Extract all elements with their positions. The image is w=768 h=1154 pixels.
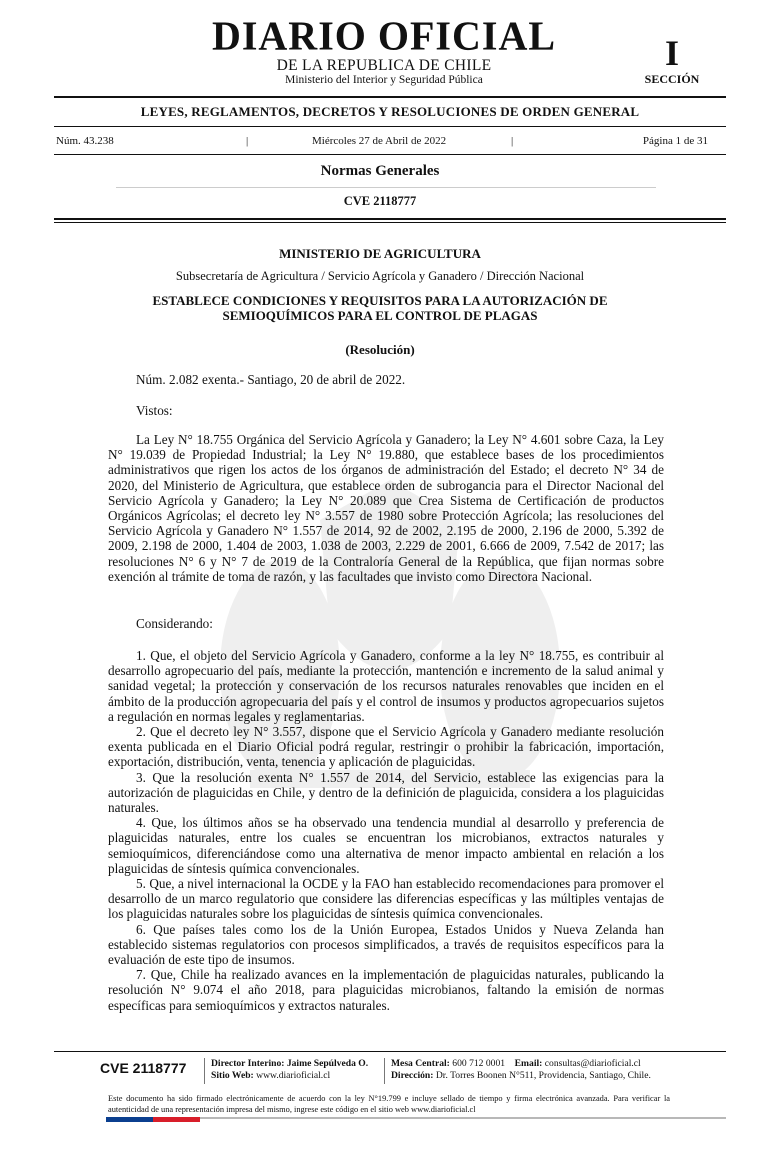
considerando-item: 2. Que el decreto ley N° 3.557, dispone que el Servicio Agrícola y Ganadero mediante resolución exenta publicada en el Diario Oficial podrá regular, restringir o prohibir la fabricación, importación, exportación, distribución, venta, tenencia y aplicación de plaguicidas.	[108, 724, 664, 770]
considerando-item: 4. Que, los últimos años se ha observado una tendencia mundial al desarrollo y preferencia de plaguicidas naturales, entre los cuales se encuentran los microbianos, extractos naturales y semioquímicos, diferenciándose como una alternativa de menor impacto ambiental en relación a los plaguicidas de síntesis química convencionales.	[108, 815, 664, 876]
category-heading: Normas Generales	[320, 163, 440, 179]
considerando-item: 3. Que la resolución exenta N° 1.557 de 2014, del Servicio, establece las exigencias para la autorización de plaguicidas en Chile, y dentro de la definición de plaguicida, considera a los plaguicidas naturales.	[108, 769, 664, 816]
footer-cve-code: CVE 2118777	[100, 1060, 187, 1076]
header-rule-bottom-1	[54, 218, 726, 220]
footer-email-label: Email:	[514, 1058, 543, 1069]
category-divider	[116, 187, 656, 188]
section-indicator	[636, 33, 708, 86]
footer-mesa-label: Mesa Central:	[391, 1058, 450, 1069]
footer-mesa-value: 600 712 0001	[452, 1058, 506, 1069]
footer-email-link[interactable]: consultas@diarioficial.cl	[544, 1058, 641, 1069]
info-divider: |	[246, 135, 249, 147]
section-number: I	[664, 33, 679, 73]
header-rule-mid	[54, 126, 726, 127]
document-title: ESTABLECE CONDICIONES Y REQUISITOS PARA LA AUTORIZACIÓN DE SEMIOQUÍMICOS PARA EL CONTROL DE PLAGAS	[152, 293, 608, 323]
header-rule-info	[54, 154, 726, 155]
footer-divider	[204, 1058, 205, 1084]
page-indicator: Página 1 de 31	[642, 135, 708, 147]
section-banner: LEYES, REGLAMENTOS, DECRETOS Y RESOLUCIONES DE ORDEN GENERAL	[140, 104, 640, 119]
vistos-label: Vistos:	[136, 403, 173, 418]
considerando-label: Considerando:	[136, 616, 213, 631]
footer-director: Director Interino: Jaime Sepúlveda O.	[211, 1058, 369, 1069]
considerando-item: 5. Que, a nivel internacional la OCDE y la FAO han establecido recomendaciones para promover el desarrollo de un marco regulatorio que considere las diferencias específicas y las múltiples ventajas de los plaguicidas naturales sobre los plaguicidas de síntesis química convencionales.	[108, 876, 664, 922]
issue-date: Miércoles 27 de Abril de 2022	[312, 135, 447, 147]
resolution-number-line: Núm. 2.082 exenta.- Santiago, 20 de abril de 2022.	[136, 372, 406, 387]
flag-stripe-blue	[106, 1117, 153, 1122]
footer-web-label: Sitio Web:	[211, 1070, 254, 1081]
newspaper-subtitle: DE LA REPUBLICA DE CHILE	[276, 57, 492, 74]
considerando-item: 7. Que, Chile ha realizado avances en la implementación de plaguicidas naturales, publicando la resolución N° 9.074 el año 2018, para plaguicidas microbianos, faltando la emisión de normas específicas para semioquímicos y extractos naturales.	[108, 967, 664, 1013]
issue-info-bar	[56, 135, 708, 151]
subsecretaria-line: Subsecretaría de Agricultura / Servicio Agrícola y Ganadero / Dirección Nacional	[175, 269, 585, 283]
cve-code: CVE 2118777	[343, 194, 417, 208]
newspaper-ministry: Ministerio del Interior y Seguridad Pública	[285, 74, 483, 86]
section-label: SECCIÓN	[644, 72, 700, 86]
footer-rule	[54, 1051, 726, 1052]
document-type: (Resolución)	[345, 342, 415, 357]
header-rule-top	[54, 96, 726, 98]
footer-address-label: Dirección:	[391, 1070, 434, 1081]
footer	[54, 1058, 726, 1086]
considerando-item: 1. Que, el objeto del Servicio Agrícola y Ganadero, conforme a la ley N° 18.755, es contribuir al desarrollo agropecuario del país, mediante la protección, mantención e incremento de la salud animal y sanidad vegetal; la protección y conservación de los recursos naturales renovables que inciden en el ámbito de la producción agropecuaria del país y el control de insumos y productos agropecuarios sujetos a regulación en normas legales y reglamentarias.	[108, 648, 664, 724]
footer-director-block	[211, 1058, 368, 1082]
issue-number: Núm. 43.238	[56, 135, 114, 147]
header-rule-bottom-2	[54, 222, 726, 223]
considerando-list	[108, 648, 664, 1013]
footer-divider	[384, 1058, 385, 1084]
ministry-heading: MINISTERIO DE AGRICULTURA	[279, 246, 481, 261]
considerando-item: 6. Que países tales como los de la Unión Europea, Estados Unidos y Nueva Zelanda han establecido sistemas regulatorios con procesos simplificados, a través de requisitos específicos para la evaluación de este tipo de insumos.	[108, 921, 664, 968]
info-divider: |	[511, 135, 514, 147]
footer-web-link[interactable]: www.diarioficial.cl	[256, 1070, 331, 1081]
footer-contact-block	[391, 1058, 651, 1082]
signature-disclaimer: Este documento ha sido firmado electrónicamente de acuerdo con la ley N°19.799 e incluye sellado de tiempo y firma electrónica avanzada. Para verificar la autenticidad de una representación impresa del mismo, ingrese este código en el sitio web www.diarioficial.cl	[108, 1094, 670, 1114]
footer-address: Dr. Torres Boonen N°511, Providencia, Santiago, Chile.	[435, 1070, 651, 1081]
newspaper-title: DIARIO OFICIAL	[211, 12, 557, 59]
flag-stripe-red	[153, 1117, 200, 1122]
vistos-paragraph: La Ley N° 18.755 Orgánica del Servicio Agrícola y Ganadero; la Ley N° 4.601 sobre Caza, la Ley N° 19.039 de Propiedad Industrial; la Ley N° 19.880, que establece bases de los procedimientos administrativos que rigen los actos de los órganos de administración del Estado; el decreto N° 34 de 2020, del Ministerio de Agricultura, que establece orden de subrogancia para el Director Nacional del Servicio Agrícola y Ganadero; la Ley N° 20.089 que Crea Sistema de Certificación de productos Orgánicos Agrícolas; el decreto ley N° 3.557 de 1980 sobre Protección Agrícola; las resoluciones del Servicio Agrícola y Ganadero N° 1.557 de 2014, 92 de 2002, 2.195 de 2000, 2.196 de 2000, 5.392 de 2009, 2.198 de 2000, 1.404 de 2003, 1.038 de 2003, 2.229 de 2001, 6.666 de 2009, 7.542 de 2017; las resoluciones N° 6 y N° 7 de 2019 de la Contraloría General de la República, que fijan normas sobre exención al trámite de toma de razón, y las facultades que invisto como Directora Nacional.	[108, 432, 664, 584]
